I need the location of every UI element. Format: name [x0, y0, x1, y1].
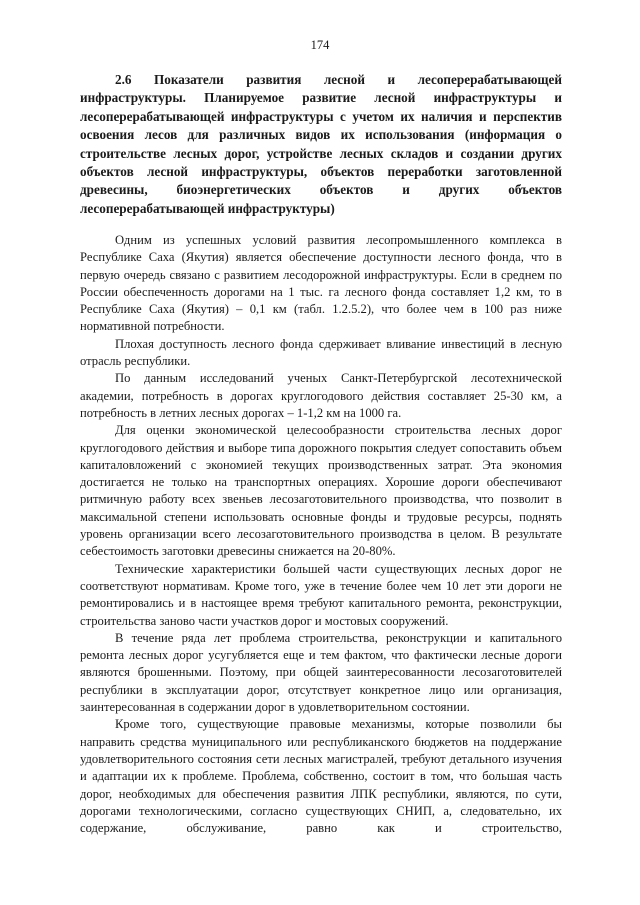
paragraph: Для оценки экономической целесообразности строительства лесных дорог круглогодового действия и выборе типа дорожного покрытия следует сопоставить объем капиталовложений с экономией текущих производственных затрат. Эта экономия достигается не только на транспортных операциях. Хорошие дороги обеспечивают ритмичную работу всех звеньев лесозаготовительного производства, что позволит в максимальной степени использовать основные фонды и трудовые ресурсы, поднять уровень организации всего лесозаготовительного производства в целом. В результате себестоимость заготовки древесины снижается на 20-80%.	[80, 423, 562, 559]
paragraph: Одним из успешных условий развития лесопромышленного комплекса в Республике Саха (Якутия) является обеспечение доступности лесного фонда, что в первую очередь связано с развитием лесодорожной инфраструктуры. Если в среднем по России обеспеченность дорогами на 1 тыс. га лесного фонда составляет 1,2 км, то в Республике Саха (Якутия) – 0,1 км (табл. 1.2.5.2), что более чем в 100 раз ниже нормативной потребности.	[80, 233, 562, 334]
paragraph: В течение ряда лет проблема строительства, реконструкции и капитального ремонта лесных дорог усугубляется еще и тем фактом, что фактически лесные дороги являются брошенными. Поэтому, при общей заинтересованности лесозаготовителей республики в эксплуатации дорог, отсутствует конкретное лицо или организация, заинтересованная в содержании дорог в удовлетворительном состоянии.	[80, 630, 562, 715]
section-heading: 2.6 Показатели развития лесной и лесоперерабатывающей инфраструктуры. Планируемое развитие лесной инфраструктуры и лесоперерабатывающей инфраструктуры с учетом их наличия и перспектив освоения лесов для различных видов их использования (информация о строительстве лесных дорог, устройстве лесных складов и создании других объектов лесной инфраструктуры, объектов переработки заготовленной древесины, биоэнергетических объектов и других объектов лесоперерабатывающей инфраструктуры)	[80, 72, 562, 216]
paragraph: Кроме того, существующие правовые механизмы, которые позволили бы направить средства муниципального или республиканского бюджетов на поддержание удовлетворительного состояния сети лесных магистралей, требуют детального изучения и адаптации их к проблеме. Проблема, собственно, состоит в том, что большая часть дорог, необходимых для обеспечения развития ЛПК республики, являются, по сути, дорогами технологическими, согласно существующих СНИП, а, следовательно, их содержание, обслуживание, равно как и строительство,	[80, 717, 562, 836]
body-text	[80, 232, 562, 837]
paragraph: Технические характеристики большей части существующих лесных дорог не соответствуют нормативам. Кроме того, уже в течение более чем 10 лет эти дороги не ремонтировались и в настоящее время требуют капитального ремонта, реконструкции, строительства заново части участков дорог и мостовых сооружений.	[80, 561, 562, 628]
page-number: 174	[310, 38, 330, 52]
paragraph: По данным исследований ученых Санкт-Петербургской лесотехнической академии, потребность в дорогах круглогодового действия составляет 25-30 км, а потребность в летних лесных дорогах – 1-1,2 км на 1000 га.	[80, 371, 562, 420]
paragraph: Плохая доступность лесного фонда сдерживает вливание инвестиций в лесную отрасль республики.	[80, 336, 562, 369]
